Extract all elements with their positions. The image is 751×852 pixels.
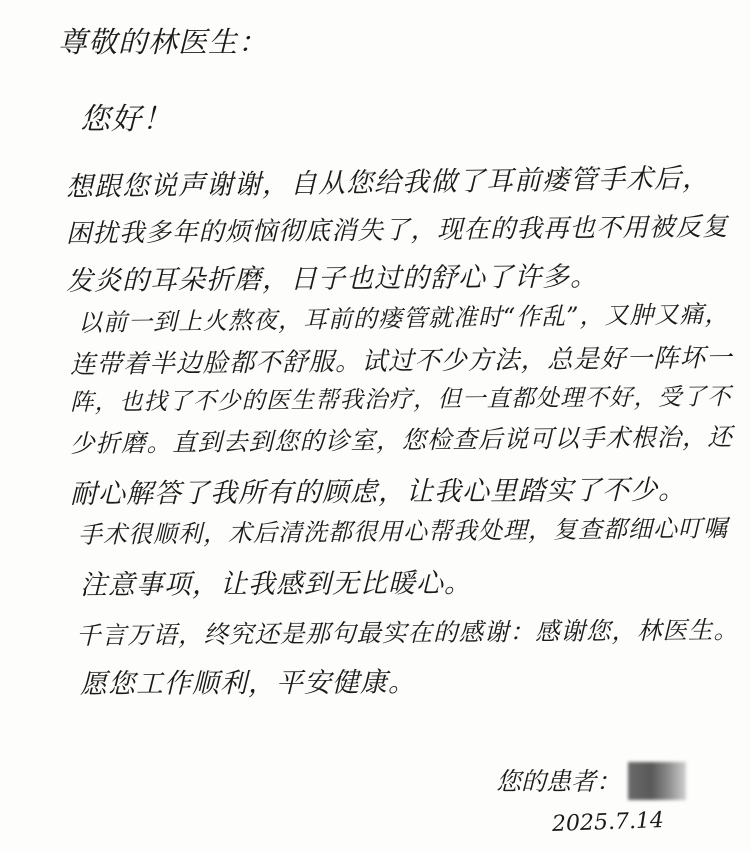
letter-line: 千言万语，终究还是那句最实在的感谢：感谢您，林医生。 <box>75 615 740 650</box>
letter-line: 以前一到上火熬夜，耳前的瘘管就准时“作乱”，又肿又痛， <box>77 299 730 337</box>
letter-line: 耐心解答了我所有的顾虑，让我心里踏实了不少。 <box>69 474 687 510</box>
letter-line: 愿您工作顺利，平安健康。 <box>79 667 417 700</box>
redacted-name-block <box>628 762 686 800</box>
letter-salutation: 您好！ <box>80 102 173 137</box>
letter-line: 阵，也找了不少的医生帮我治疗，但一直都处理不好，受了不 <box>69 382 732 416</box>
letter-line: 注意事项，让我感到无比暖心。 <box>79 567 473 601</box>
letter-line: 手术很顺利，术后清洗都很用心帮我处理，复查都细心叮嘱 <box>77 514 729 549</box>
letter-line: 困扰我多年的烦恼彻底消失了，现在的我再也不用被反复 <box>65 212 729 249</box>
letter-date: 2025.7.14 <box>551 808 665 837</box>
letter-line: 想跟您说声谢谢，自从您给我做了耳前瘘管手术后， <box>65 163 711 203</box>
letter-line: 少折磨。直到去到您的诊室，您检查后说可以手术根治，还 <box>69 422 734 458</box>
letter-greeting: 尊敬的林医生： <box>58 25 269 59</box>
signature-label: 您的患者： <box>496 767 622 796</box>
letter-line: 连带着半边脸都不舒服。试过不少方法，总是好一阵坏一 <box>69 343 733 380</box>
letter-line: 发炎的耳朵折磨，日子也过的舒心了许多。 <box>65 261 599 297</box>
